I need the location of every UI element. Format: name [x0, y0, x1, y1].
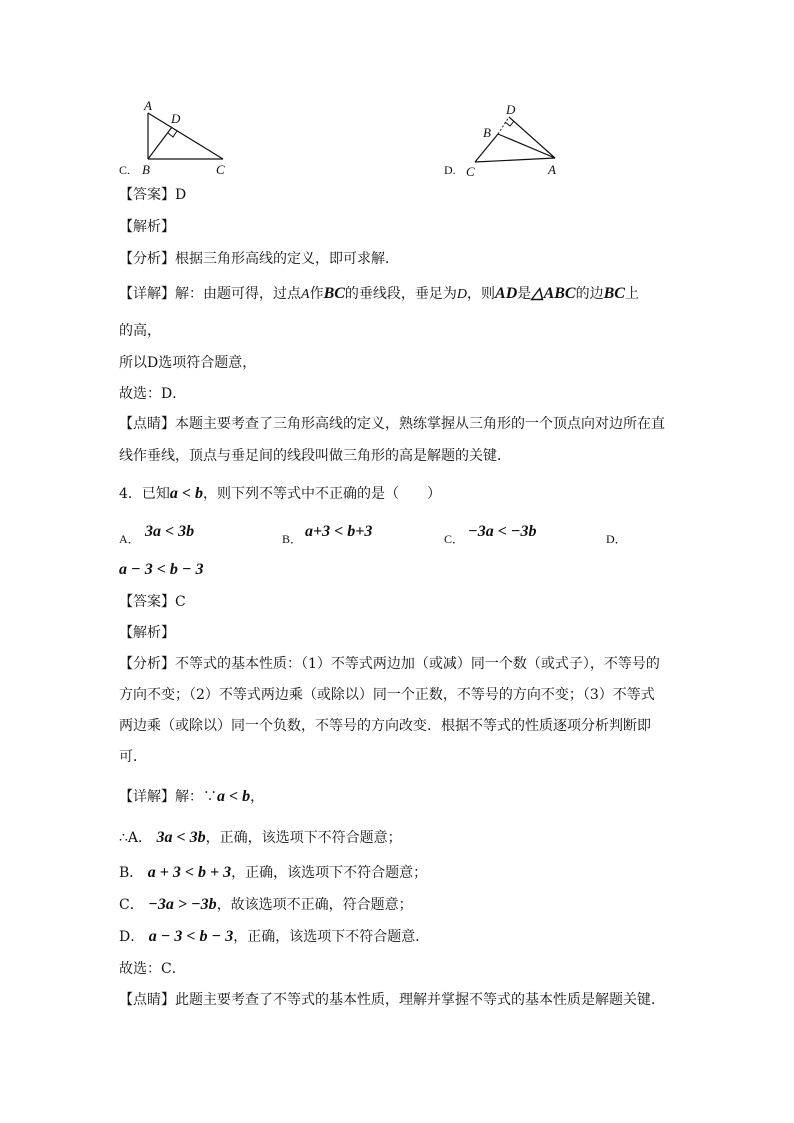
q3-key-point-1: 【点睛】本题主要考查了三角形高线的定义，熟练掌握从三角形的一个顶点向对边所在直	[119, 416, 665, 432]
q4-detail-b	[119, 864, 427, 882]
q4-stem	[119, 485, 441, 503]
q4-detail	[119, 788, 264, 806]
q4-detail-b-note: ，正确，该选项下不符合题意；	[231, 865, 428, 881]
text-shang: 上	[624, 286, 639, 302]
option-c-expr: −3a < −3b	[468, 523, 537, 540]
q4-key-point: 【点睛】此题主要考查了不等式的基本性质，理解并掌握不等式的基本性质是解题关键．	[119, 992, 665, 1008]
text-zuo: 作	[309, 286, 324, 302]
option-c-label: C．	[444, 532, 465, 546]
q3-detail-line-1	[119, 285, 639, 304]
segment-bc-2: BC	[603, 285, 625, 302]
q4-detail-b-expr: a + 3 < b + 3	[147, 864, 232, 881]
q4-choose: 故选：C．	[119, 961, 186, 977]
q4-analysis-3: 两边乘（或除以）同一个负数，不等号的方向改变．根据不等式的性质逐项分析判断即	[119, 718, 651, 734]
q4-analysis-2: 方向不变；（2）不等式两边乘（或除以）同一个正数，不等号的方向不变；（3）不等式	[119, 687, 655, 703]
q4-detail-c-expr: −3a > −3b	[148, 896, 217, 913]
triangle-figure-c	[130, 95, 240, 180]
q4-detail-a	[119, 829, 402, 847]
q3-analysis: 【分析】根据三角形高线的定义，即可求解．	[119, 251, 399, 267]
option-b-label: B．	[282, 532, 303, 546]
vertex-label-d: D	[171, 111, 181, 126]
q3-detail-prefix: 【详解】解：由题可得，过点	[119, 286, 301, 302]
figure-d-option: D.	[444, 163, 456, 177]
q4-analysis-4: 可．	[119, 749, 147, 765]
vertex-label-a: A	[548, 162, 556, 177]
triangle-abc: △ABC	[531, 285, 576, 302]
option-d-label: D．	[606, 532, 627, 546]
point-d: D	[456, 287, 468, 302]
q3-key-point-2: 线作垂线，顶点与垂足间的线段叫做三角形的高是解题的关键．	[119, 448, 511, 464]
q3-answer: 【答案】D	[119, 187, 187, 203]
option-d-expr: a − 3 < b − 3	[119, 561, 204, 578]
vertex-label-c: C	[466, 164, 475, 179]
q3-detail-line-4: 故选：D．	[119, 386, 187, 402]
q4-detail-c-prefix: C．	[119, 897, 144, 913]
figure-c-option: C.	[119, 163, 131, 177]
q3-detail-line-2: 的高，	[119, 323, 161, 339]
q4-analysis-1: 【分析】不等式的基本性质：（1）不等式两边加（或减）同一个数（或式子），不等号的	[119, 656, 660, 672]
q4-detail-c-note: ，故该选项不正确，符合题意；	[216, 897, 413, 913]
triangle-figure-d	[460, 100, 570, 180]
q4-detail-d	[119, 928, 429, 946]
q4-detail-suffix: ，	[250, 789, 265, 805]
q4-stem-suffix: ，则下列不等式中不正确的是（ ）	[203, 486, 442, 502]
option-a-label: A．	[119, 532, 140, 546]
q4-stem-prefix: 4．已知	[119, 486, 170, 502]
q4-detail-prefix: 【详解】解：∵	[119, 789, 217, 805]
vertex-label-b: B	[142, 162, 150, 177]
point-a: A	[301, 287, 310, 302]
vertex-label-d: D	[506, 102, 516, 117]
option-b-expr: a+3 < b+3	[305, 523, 373, 540]
text-chuixian: 的垂线段，垂足为	[344, 286, 457, 302]
q4-detail-a-expr: 3a < 3b	[156, 829, 206, 846]
q4-detail-c	[119, 896, 413, 914]
text-de-bian: 的边	[575, 286, 604, 302]
q4-detail-d-prefix: D．	[119, 929, 145, 945]
q3-jiexi-heading: 【解析】	[119, 219, 175, 235]
text-shi: 是	[517, 286, 532, 302]
segment-bc: BC	[323, 285, 345, 302]
vertex-label-b: B	[483, 125, 491, 140]
q4-detail-a-prefix: ∴A．	[119, 830, 153, 846]
q3-detail-line-3: 所以D选项符合题意，	[119, 355, 257, 371]
q4-answer: 【答案】C	[119, 594, 186, 610]
option-a-expr: 3a < 3b	[145, 523, 195, 540]
q4-detail-d-expr: a − 3 < b − 3	[148, 928, 234, 945]
text-ze: ，则	[467, 286, 496, 302]
vertex-label-a: A	[144, 98, 152, 113]
q4-detail-cond: a < b	[217, 788, 251, 805]
q4-detail-b-prefix: B．	[119, 865, 144, 881]
q4-condition: a < b	[169, 485, 204, 502]
segment-ad: AD	[495, 285, 518, 302]
q4-detail-d-note: ，正确，该选项下不符合题意．	[233, 929, 430, 945]
vertex-label-c: C	[216, 162, 225, 177]
q4-detail-a-note: ，正确，该选项下不符合题意；	[205, 830, 402, 846]
q4-jiexi-heading: 【解析】	[119, 625, 175, 641]
